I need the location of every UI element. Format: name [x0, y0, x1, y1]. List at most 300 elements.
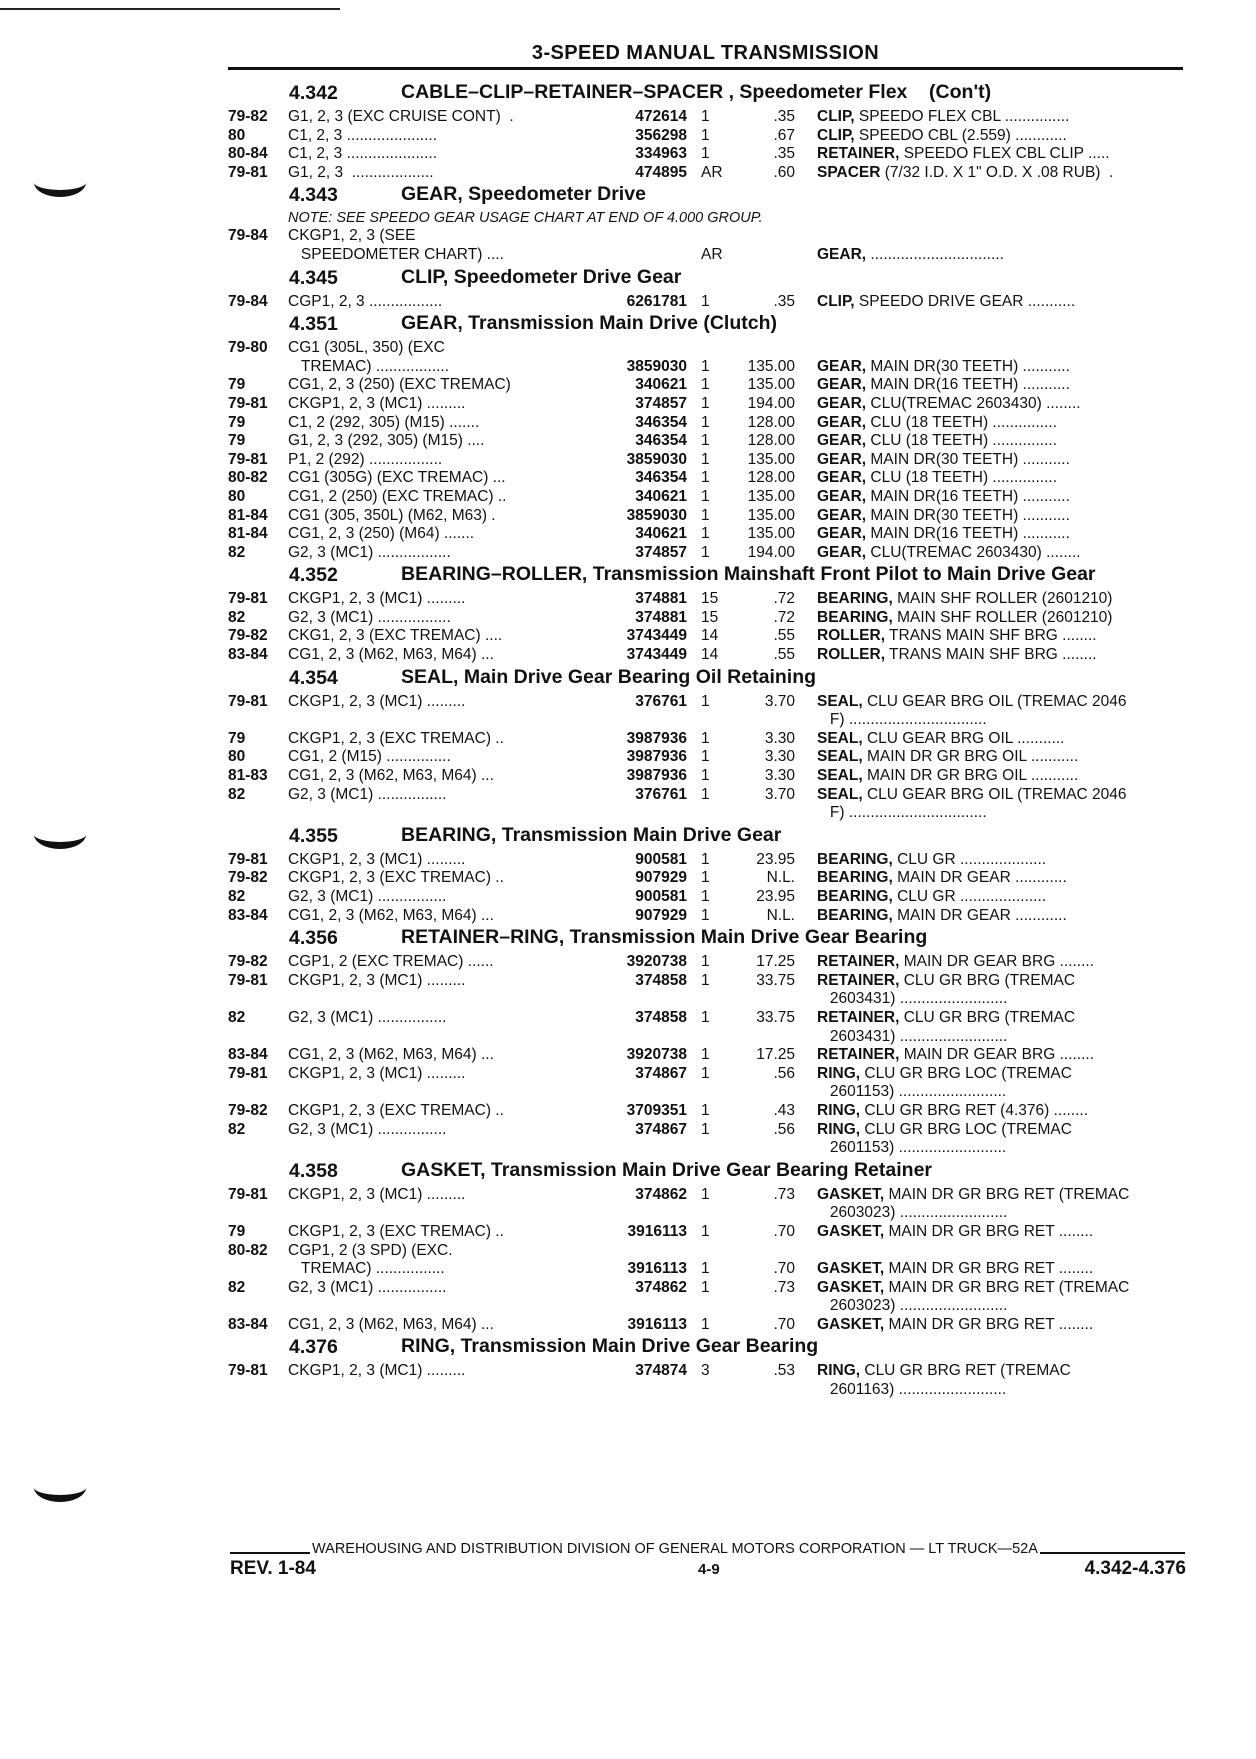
description — [795, 432, 1183, 451]
description — [795, 590, 1183, 609]
section-title: SEAL, Main Drive Gear Bearing Oil Retaining — [401, 665, 817, 688]
quantity: 1 — [701, 394, 710, 412]
quantity: 1 — [701, 376, 710, 394]
description — [795, 1242, 1183, 1279]
description-keyword: GEAR, — [817, 357, 867, 375]
part-number: 374862 — [635, 1185, 687, 1203]
price: .70 — [773, 1222, 795, 1240]
price: .60 — [773, 163, 795, 181]
part-section — [228, 562, 1183, 664]
application: C1, 2, 3 ..................... — [288, 126, 438, 144]
description — [795, 1102, 1183, 1121]
price: 23.95 — [756, 888, 795, 905]
quantity: 1 — [701, 888, 710, 905]
description — [795, 748, 1183, 767]
description-keyword: RING, — [817, 1362, 861, 1380]
model-year: 82 — [228, 1278, 246, 1296]
quantity: AR — [701, 163, 723, 181]
price: .56 — [773, 1120, 795, 1138]
application: CKG1, 2, 3 (EXC TREMAC) .... — [288, 627, 503, 645]
description-detail: CLU GR .................... — [892, 888, 1047, 905]
description — [795, 888, 1183, 907]
application: CGP1, 2, 3 ................. — [288, 292, 443, 310]
description-detail: CLU GEAR BRG OIL (TREMAC 2046 F) ................................ — [829, 785, 1127, 822]
price: 128.00 — [747, 432, 795, 450]
part-section — [228, 1334, 1183, 1399]
part-number: 340621 — [635, 525, 687, 543]
table-row — [228, 293, 1183, 312]
price: .72 — [773, 608, 795, 626]
description — [795, 544, 1183, 563]
section-heading — [228, 562, 1183, 587]
page-number: 4-9 — [698, 1561, 720, 1578]
part-number: 374881 — [635, 608, 687, 626]
table-row — [228, 1046, 1183, 1065]
model-year: 79-81 — [228, 394, 268, 412]
description — [795, 972, 1183, 1009]
description-keyword: BEARING, — [817, 608, 893, 626]
description-detail: MAIN DR(16 TEETH) ........... — [866, 487, 1070, 505]
model-year: 80-84 — [228, 145, 268, 163]
table-row — [228, 953, 1183, 972]
page-title: 3-SPEED MANUAL TRANSMISSION — [531, 42, 880, 64]
description-keyword: RETAINER, — [817, 1008, 900, 1026]
application: CKGP1, 2, 3 (MC1) ......... — [288, 394, 466, 412]
part-number: 907929 — [635, 906, 687, 924]
application: CKGP1, 2, 3 (MC1) ......... — [288, 1064, 466, 1082]
description-keyword: CLIP, — [817, 292, 855, 310]
description-keyword: GEAR, — [817, 376, 867, 394]
part-number — [601, 227, 687, 264]
price: .53 — [773, 1362, 795, 1380]
description-keyword: GEAR, — [817, 245, 867, 263]
application: G2, 3 (MC1) ................ — [288, 1120, 447, 1138]
part-number: 356298 — [635, 126, 687, 144]
description-detail: CLU GR BRG RET (TREMAC 2601163) ......................... — [829, 1362, 1071, 1399]
section-title: RING, Transmission Main Drive Gear Bearing — [401, 1335, 819, 1358]
description — [795, 907, 1183, 926]
description — [795, 1121, 1183, 1158]
description-keyword: BEARING, — [817, 590, 893, 608]
part-number: 472614 — [635, 108, 687, 125]
section-title: RETAINER–RING, Transmission Main Drive Gear Bearing — [401, 926, 928, 949]
application: CKGP1, 2, 3 (MC1) ......... — [288, 692, 466, 710]
quantity: 1 — [701, 487, 710, 505]
description-detail: CLU(TREMAC 2603430) ........ — [866, 394, 1081, 412]
model-year: 80 — [228, 487, 246, 505]
quantity: 1 — [701, 869, 710, 887]
section-number: 4.352 — [289, 564, 338, 587]
table-row — [228, 414, 1183, 433]
description — [795, 164, 1183, 183]
application: CGP1, 2 (EXC TREMAC) ...... — [288, 953, 494, 971]
quantity: 3 — [701, 1362, 710, 1380]
description-detail: MAIN DR GR BRG RET (TREMAC 2603023) ......................... — [829, 1278, 1130, 1315]
description — [795, 1316, 1183, 1335]
quantity: AR — [701, 245, 723, 263]
table-row — [228, 164, 1183, 183]
description — [795, 1046, 1183, 1065]
model-year: 79 — [228, 1222, 246, 1240]
quantity: 1 — [701, 543, 710, 561]
model-year: 79 — [228, 413, 246, 431]
part-number: 3987936 — [626, 748, 687, 766]
application: CGP1, 2 (3 SPD) (EXC. TREMAC) ................ — [288, 1241, 453, 1278]
application: CG1, 2, 3 (M62, M63, M64) ... — [288, 646, 494, 664]
part-number: 340621 — [635, 376, 687, 394]
part-number: 900581 — [635, 850, 687, 868]
description-keyword: RING, — [817, 1101, 861, 1119]
table-row — [228, 1279, 1183, 1316]
description-keyword: BEARING, — [817, 869, 893, 887]
table-row — [228, 693, 1183, 730]
description-keyword: SEAL, — [817, 785, 863, 803]
description-detail: MAIN DR(30 TEETH) ........... — [866, 506, 1070, 524]
table-row — [228, 376, 1183, 395]
description-keyword: BEARING, — [817, 850, 893, 868]
price: 135.00 — [747, 376, 795, 394]
description-keyword: GASKET, — [817, 1315, 885, 1333]
model-year: 80 — [228, 748, 246, 766]
model-year: 81-83 — [228, 767, 268, 785]
model-year: 79-81 — [228, 1362, 268, 1380]
description-keyword: GEAR, — [817, 413, 867, 431]
part-number: 334963 — [635, 145, 687, 163]
price: .73 — [773, 1278, 795, 1296]
application: CKGP1, 2, 3 (MC1) ......... — [288, 1185, 466, 1203]
table-row — [228, 590, 1183, 609]
quantity: 1 — [701, 450, 710, 468]
description-detail: MAIN DR GR BRG RET ........ — [884, 1315, 1094, 1333]
description-detail: CLU GR BRG LOC (TREMAC 2601153) ......................... — [829, 1120, 1072, 1157]
part-section — [228, 665, 1183, 823]
model-year: 79-84 — [228, 227, 268, 245]
description-detail: CLU GR BRG RET (4.376) ........ — [860, 1101, 1089, 1119]
part-number: 3916113 — [627, 1260, 687, 1278]
table-row — [228, 145, 1183, 164]
application: CG1, 2 (250) (EXC TREMAC) .. — [288, 487, 507, 505]
section-range: 4.342-4.376 — [1084, 1558, 1186, 1579]
table-row — [228, 507, 1183, 526]
section-note: NOTE: SEE SPEEDO GEAR USAGE CHART AT END OF 4.000 GROUP. — [288, 210, 763, 227]
description-detail: CLU GEAR BRG OIL ........... — [862, 729, 1065, 747]
quantity: 1 — [701, 108, 710, 125]
quantity: 1 — [701, 953, 710, 971]
binder-hole-mark — [34, 820, 86, 849]
application: G2, 3 (MC1) ................ — [288, 1008, 447, 1026]
description-detail: (7/32 I.D. X 1" O.D. X .08 RUB) . — [880, 163, 1114, 181]
description-keyword: GASKET, — [817, 1185, 885, 1203]
part-section — [228, 1158, 1183, 1335]
application: CG1 (305, 350L) (M62, M63) . — [288, 506, 496, 524]
description — [795, 376, 1183, 395]
table-row — [228, 972, 1183, 1009]
description — [795, 730, 1183, 749]
part-number: 3859030 — [626, 450, 687, 468]
description-detail: MAIN DR(30 TEETH) ........... — [866, 450, 1070, 468]
top-edge-rule — [0, 8, 340, 10]
section-number: 4.354 — [289, 666, 338, 689]
application: CG1, 2, 3 (M62, M63, M64) ... — [288, 906, 494, 924]
table-row — [228, 767, 1183, 786]
description — [795, 869, 1183, 888]
application: CKGP1, 2, 3 (MC1) ......... — [288, 590, 466, 608]
parts-list — [228, 80, 1183, 1400]
price: 33.75 — [756, 971, 795, 989]
description-keyword: SEAL, — [817, 767, 863, 785]
quantity: 1 — [701, 126, 710, 144]
binder-hole-mark — [34, 168, 86, 197]
description-keyword: ROLLER, — [817, 627, 886, 645]
model-year: 80 — [228, 126, 246, 144]
table-row — [228, 1009, 1183, 1046]
model-year: 79-81 — [228, 971, 268, 989]
table-row — [228, 395, 1183, 414]
description-detail: MAIN DR GEAR ............ — [892, 906, 1067, 924]
model-year: 81-84 — [228, 525, 268, 543]
description-keyword: GASKET, — [817, 1260, 885, 1278]
section-heading — [228, 1158, 1183, 1183]
table-row — [228, 488, 1183, 507]
description-detail: MAIN SHF ROLLER (2601210) — [892, 608, 1113, 626]
table-row — [228, 469, 1183, 488]
table-row — [228, 1242, 1183, 1279]
quantity: 1 — [701, 729, 710, 747]
application: CG1, 2, 3 (M62, M63, M64) ... — [288, 767, 494, 785]
model-year: 79 — [228, 729, 246, 747]
price: 3.70 — [764, 692, 795, 710]
model-year: 79 — [228, 432, 246, 450]
description-detail: SPEEDO FLEX CBL ............... — [854, 108, 1070, 125]
quantity: 1 — [701, 1046, 710, 1064]
model-year: 80-82 — [228, 469, 268, 487]
description — [795, 786, 1183, 823]
price: 135.00 — [747, 487, 795, 505]
description — [795, 451, 1183, 470]
quantity: 1 — [701, 145, 710, 163]
part-section — [228, 925, 1183, 1158]
table-row — [228, 748, 1183, 767]
price: .72 — [773, 590, 795, 608]
description-detail: CLU (18 TEETH) ............... — [866, 469, 1058, 487]
model-year: 83-84 — [228, 906, 268, 924]
part-number: 900581 — [635, 888, 687, 905]
description — [795, 609, 1183, 628]
revision-label: REV. 1-84 — [230, 1558, 316, 1579]
model-year: 83-84 — [228, 1315, 268, 1333]
quantity: 1 — [701, 413, 710, 431]
section-title: BEARING, Transmission Main Drive Gear — [401, 823, 782, 846]
description-keyword: CLIP, — [817, 108, 855, 125]
price: 33.75 — [756, 1008, 795, 1026]
part-number: 3859030 — [626, 506, 687, 524]
description-keyword: RING, — [817, 1064, 861, 1082]
description-keyword: GEAR, — [817, 487, 867, 505]
quantity: 1 — [701, 1260, 710, 1278]
model-year: 79-81 — [228, 1185, 268, 1203]
price: 135.00 — [747, 506, 795, 524]
description-keyword: ROLLER, — [817, 646, 886, 664]
section-number: 4.342 — [289, 82, 338, 104]
part-number: 3916113 — [627, 1315, 687, 1333]
table-row — [228, 227, 1183, 264]
model-year: 82 — [228, 608, 246, 626]
model-year: 82 — [228, 1120, 246, 1138]
table-row — [228, 869, 1183, 888]
description-keyword: RETAINER, — [817, 953, 900, 971]
description-detail: MAIN DR GEAR BRG ........ — [899, 953, 1095, 971]
table-row — [228, 907, 1183, 926]
model-year: 79-82 — [228, 869, 268, 887]
description-keyword: BEARING, — [817, 906, 893, 924]
price: 135.00 — [747, 525, 795, 543]
section-title: CLIP, Speedometer Drive Gear — [401, 265, 682, 288]
quantity: 1 — [701, 1064, 710, 1082]
description — [795, 693, 1183, 730]
description — [795, 414, 1183, 433]
table-row — [228, 108, 1183, 127]
price: 135.00 — [747, 357, 795, 375]
description — [795, 953, 1183, 972]
model-year: 79-81 — [228, 590, 268, 608]
section-heading — [228, 311, 1183, 336]
price: .35 — [773, 108, 795, 125]
description — [795, 1065, 1183, 1102]
table-row — [228, 730, 1183, 749]
application: CG1, 2 (M15) ............... — [288, 748, 451, 766]
description-detail: MAIN DR(16 TEETH) ........... — [866, 525, 1070, 543]
table-row — [228, 1065, 1183, 1102]
model-year: 83-84 — [228, 646, 268, 664]
part-number: 474895 — [635, 163, 687, 181]
application: CKGP1, 2, 3 (MC1) ......... — [288, 971, 466, 989]
description-keyword: CLIP, — [817, 126, 855, 144]
section-title: BEARING–ROLLER, Transmission Mainshaft Front Pilot to Main Drive Gear — [401, 563, 1096, 586]
model-year: 79-82 — [228, 108, 268, 125]
part-section — [228, 311, 1183, 562]
part-number: 374858 — [635, 1008, 687, 1026]
section-number: 4.355 — [289, 824, 338, 847]
part-number: 374858 — [635, 971, 687, 989]
quantity: 1 — [701, 748, 710, 766]
quantity: 1 — [701, 767, 710, 785]
application: CG1, 2, 3 (M62, M63, M64) ... — [288, 1046, 494, 1064]
application: G2, 3 (MC1) ................ — [288, 888, 447, 905]
model-year: 83-84 — [228, 1046, 268, 1064]
part-number: 374867 — [635, 1064, 687, 1082]
description-detail: MAIN DR GEAR ............ — [892, 869, 1067, 887]
quantity: 1 — [701, 469, 710, 487]
table-row — [228, 1362, 1183, 1399]
application: CG1, 2, 3 (250) (EXC TREMAC) — [288, 376, 511, 394]
description-keyword: SEAL, — [817, 748, 863, 766]
application: P1, 2 (292) ................. — [288, 450, 443, 468]
description — [795, 1186, 1183, 1223]
price: N.L. — [766, 869, 795, 887]
part-section — [228, 823, 1183, 925]
price: 3.30 — [764, 729, 795, 747]
description-detail: TRANS MAIN SHF BRG ........ — [885, 627, 1097, 645]
table-row — [228, 786, 1183, 823]
part-number: 3920738 — [626, 1046, 687, 1064]
table-row — [228, 525, 1183, 544]
price — [727, 227, 795, 264]
table-row — [228, 888, 1183, 907]
application: C1, 2, 3 ..................... — [288, 145, 438, 163]
application: CG1, 2, 3 (250) (M64) ....... — [288, 525, 475, 543]
application: G2, 3 (MC1) ................. — [288, 543, 451, 561]
model-year: 79-81 — [228, 450, 268, 468]
quantity: 1 — [701, 432, 710, 450]
model-year: 80-82 — [228, 1241, 268, 1259]
application: CKGP1, 2, 3 (EXC TREMAC) .. — [288, 1222, 504, 1240]
model-year: 79 — [228, 376, 246, 394]
section-number: 4.358 — [289, 1159, 338, 1182]
section-number: 4.343 — [289, 184, 338, 207]
part-number: 346354 — [635, 469, 687, 487]
application: CKGP1, 2, 3 (EXC TREMAC) .. — [288, 869, 504, 887]
application: CKGP1, 2, 3 (SEE SPEEDOMETER CHART) .... — [288, 227, 504, 263]
part-number: 3920738 — [626, 953, 687, 971]
price: .70 — [773, 1315, 795, 1333]
price: 194.00 — [747, 394, 795, 412]
description-detail: MAIN DR GR BRG OIL ........... — [862, 767, 1079, 785]
part-number: 346354 — [635, 413, 687, 431]
quantity: 1 — [701, 692, 710, 710]
description-keyword: RETAINER, — [817, 971, 900, 989]
description — [795, 851, 1183, 870]
quantity: 1 — [701, 971, 710, 989]
application: G2, 3 (MC1) ................ — [288, 785, 447, 803]
table-row — [228, 1316, 1183, 1335]
application: G1, 2, 3 (292, 305) (M15) .... — [288, 432, 485, 450]
binder-hole-mark — [34, 1473, 86, 1502]
model-year: 82 — [228, 543, 246, 561]
price: 3.30 — [764, 748, 795, 766]
model-year: 79-81 — [228, 692, 268, 710]
part-number: 376761 — [635, 785, 687, 803]
description — [795, 1223, 1183, 1242]
description-detail: SPEEDO FLEX CBL CLIP ..... — [899, 145, 1110, 163]
model-year: 79-81 — [228, 163, 268, 181]
description-keyword: GEAR, — [817, 506, 867, 524]
description-keyword: SEAL, — [817, 692, 863, 710]
model-year: 82 — [228, 785, 246, 803]
description-detail: MAIN DR GR BRG RET ........ — [884, 1260, 1094, 1278]
part-number: 374881 — [635, 590, 687, 608]
table-row — [228, 432, 1183, 451]
application: G1, 2, 3 ................... — [288, 163, 434, 181]
part-section — [228, 182, 1183, 264]
description-detail: MAIN DR GR BRG OIL ........... — [862, 748, 1079, 766]
application: CG1 (305G) (EXC TREMAC) ... — [288, 469, 506, 487]
application: C1, 2 (292, 305) (M15) ....... — [288, 413, 480, 431]
description-detail: MAIN DR GEAR BRG ........ — [899, 1046, 1095, 1064]
price: 3.30 — [764, 767, 795, 785]
description-detail: MAIN DR(30 TEETH) ........... — [866, 357, 1070, 375]
table-row — [228, 1121, 1183, 1158]
quantity: 1 — [701, 1120, 710, 1138]
description — [795, 627, 1183, 646]
section-heading — [228, 265, 1183, 290]
description-detail: MAIN DR GR BRG RET (TREMAC 2603023) ......................... — [829, 1185, 1130, 1222]
quantity: 1 — [701, 1101, 710, 1119]
table-row — [228, 451, 1183, 470]
description-detail: MAIN SHF ROLLER (2601210) — [892, 590, 1113, 608]
section-heading — [228, 1334, 1183, 1359]
description-detail: CLU GEAR BRG OIL (TREMAC 2046 F) ................................ — [829, 692, 1127, 729]
section-heading — [228, 925, 1183, 950]
